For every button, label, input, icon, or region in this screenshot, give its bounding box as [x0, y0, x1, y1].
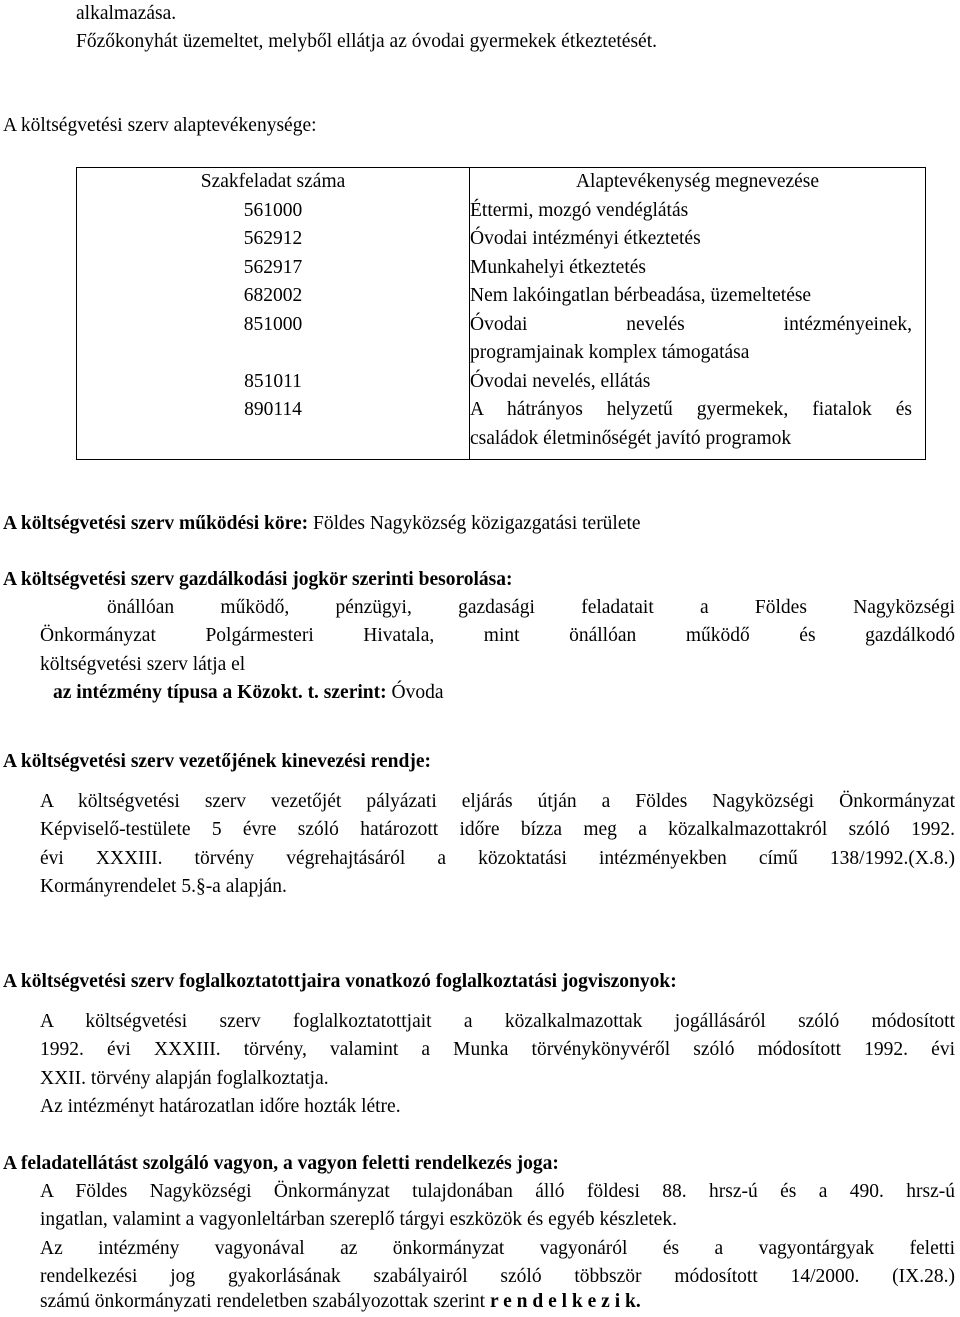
table-row — [77, 282, 926, 311]
intezmeny-tipusa-value: Óvoda — [386, 682, 444, 703]
vagyon-heading: A feladatellátást szolgáló vagyon, a vagyon feletti rendelkezés joga: — [3, 1153, 559, 1174]
table-header-name: Alaptevékenység megnevezése — [470, 168, 926, 197]
vagyon-line-1: A Földes Nagyközségi Önkormányzat tulajdonában álló földesi 88. hrsz-ú és a 490. hrsz-ú — [40, 1181, 955, 1202]
vezeto-heading: A költségvetési szerv vezetőjének kinevezési rendje: — [3, 751, 431, 772]
vagyon-line-5 — [40, 1288, 641, 1317]
szakfeladat-table — [76, 167, 926, 460]
vezeto-line-3: évi XXXIII. törvény végrehajtásáról a közoktatási intézményekben című 138/1992.(X.8.) — [40, 848, 955, 869]
mukodesi-kor-value: Földes Nagyközség közigazgatási területe — [308, 513, 641, 534]
row-name: Munkahelyi étkeztetés — [470, 256, 646, 278]
row-code: 562912 — [77, 225, 470, 254]
vezeto-line-1: A költségvetési szerv vezetőjét pályázati eljárás útján a Földes Nagyközségi Önkormányzat — [40, 791, 955, 812]
vagyon-line-5-text: számú önkormányzati rendeletben szabályozottak szerint — [40, 1291, 490, 1312]
row-name-line-2: programjainak komplex támogatása — [470, 342, 750, 363]
rendelkezik-emphasis: r e n d e l k e z i k. — [489, 1291, 641, 1312]
table-header-code: Szakfeladat száma — [77, 168, 470, 197]
row-name: Nem lakóingatlan bérbeadása, üzemeltetése — [470, 285, 812, 306]
row-name-line-1: A hátrányos helyzetű gyermekek, fiatalok és — [470, 399, 912, 420]
foglalkoztatasi-line-3: XXII. törvény alapján foglalkoztatja. — [40, 1068, 329, 1089]
mukodesi-kor-label: A költségvetési szerv működési köre: — [3, 513, 309, 534]
row-code: 682002 — [77, 282, 470, 311]
vagyon-line-4: rendelkezési jog gyakorlásának szabályairól szóló többször módosított 14/2000. (IX.28.) — [40, 1266, 955, 1287]
row-name-line-2: családok életminőségét javító programok — [470, 427, 792, 449]
vezeto-line-4: Kormányrendelet 5.§-a alapján. — [40, 876, 287, 897]
foglalkoztatasi-line-1: A költségvetési szerv foglalkoztatottjait a közalkalmazottak jogállásáról szóló módosított — [40, 1011, 955, 1032]
row-name-line-1: Óvodai nevelés intézményeinek, — [470, 313, 912, 335]
row-name: Óvodai nevelés, ellátás — [470, 370, 651, 392]
row-code: 561000 — [77, 197, 470, 226]
gazdalkodasi-line-3: költségvetési szerv látja el — [40, 654, 246, 675]
vezeto-line-2: Képviselő-testülete 5 évre szóló határozott időre bízza meg a közalkalmazottakról szóló 1992. — [40, 819, 955, 840]
row-code: 562917 — [77, 254, 470, 283]
gazdalkodasi-heading: A költségvetési szerv gazdálkodási jogkör szerinti besorolása: — [3, 569, 513, 590]
row-name: Éttermi, mozgó vendéglátás — [470, 199, 689, 221]
vagyon-line-3: Az intézmény vagyonával az önkormányzat vagyonáról és a vagyontárgyak feletti — [40, 1238, 955, 1259]
row-name: Óvodai intézményi étkeztetés — [470, 228, 701, 249]
intro-line-1: alkalmazása. — [76, 3, 177, 24]
table-row — [77, 311, 926, 368]
row-code: 851000 — [77, 311, 470, 368]
gazdalkodasi-line-2: Önkormányzat Polgármesteri Hivatala, mint önállóan működő és gazdálkodó — [40, 625, 955, 646]
table-row — [77, 225, 926, 254]
mukodesi-kor — [3, 510, 641, 539]
table-row — [77, 254, 926, 283]
vagyon-line-2: ingatlan, valamint a vagyonleltárban szereplő tárgyi eszközök és egyéb készletek. — [40, 1209, 677, 1230]
intro-line-2: Főzőkonyhát üzemeltet, melyből ellátja az óvodai gyermekek étkeztetését. — [76, 31, 657, 52]
table-row — [77, 396, 926, 460]
row-code: 851011 — [77, 368, 470, 397]
foglalkoztatasi-heading: A költségvetési szerv foglalkoztatottjaira vonatkozó foglalkoztatási jogviszonyok: — [3, 971, 677, 992]
gazdalkodasi-line-1: önállóan működő, pénzügyi, gazdasági feladatait a Földes Nagyközségi — [107, 597, 955, 618]
alaptevekenyseg-heading: A költségvetési szerv alaptevékenysége: — [3, 115, 317, 136]
table-row — [77, 197, 926, 226]
foglalkoztatasi-line-2: 1992. évi XXXIII. törvény, valamint a Munka törvénykönyvéről szóló módosított 1992. évi — [40, 1039, 955, 1060]
row-code: 890114 — [77, 396, 470, 460]
table-row — [77, 368, 926, 397]
intezmeny-tipusa-label: az intézmény típusa a Közokt. t. szerint: — [53, 682, 387, 703]
intezmeny-tipusa — [53, 679, 444, 708]
foglalkoztatasi-line-4: Az intézményt határozatlan időre hozták létre. — [40, 1096, 401, 1117]
